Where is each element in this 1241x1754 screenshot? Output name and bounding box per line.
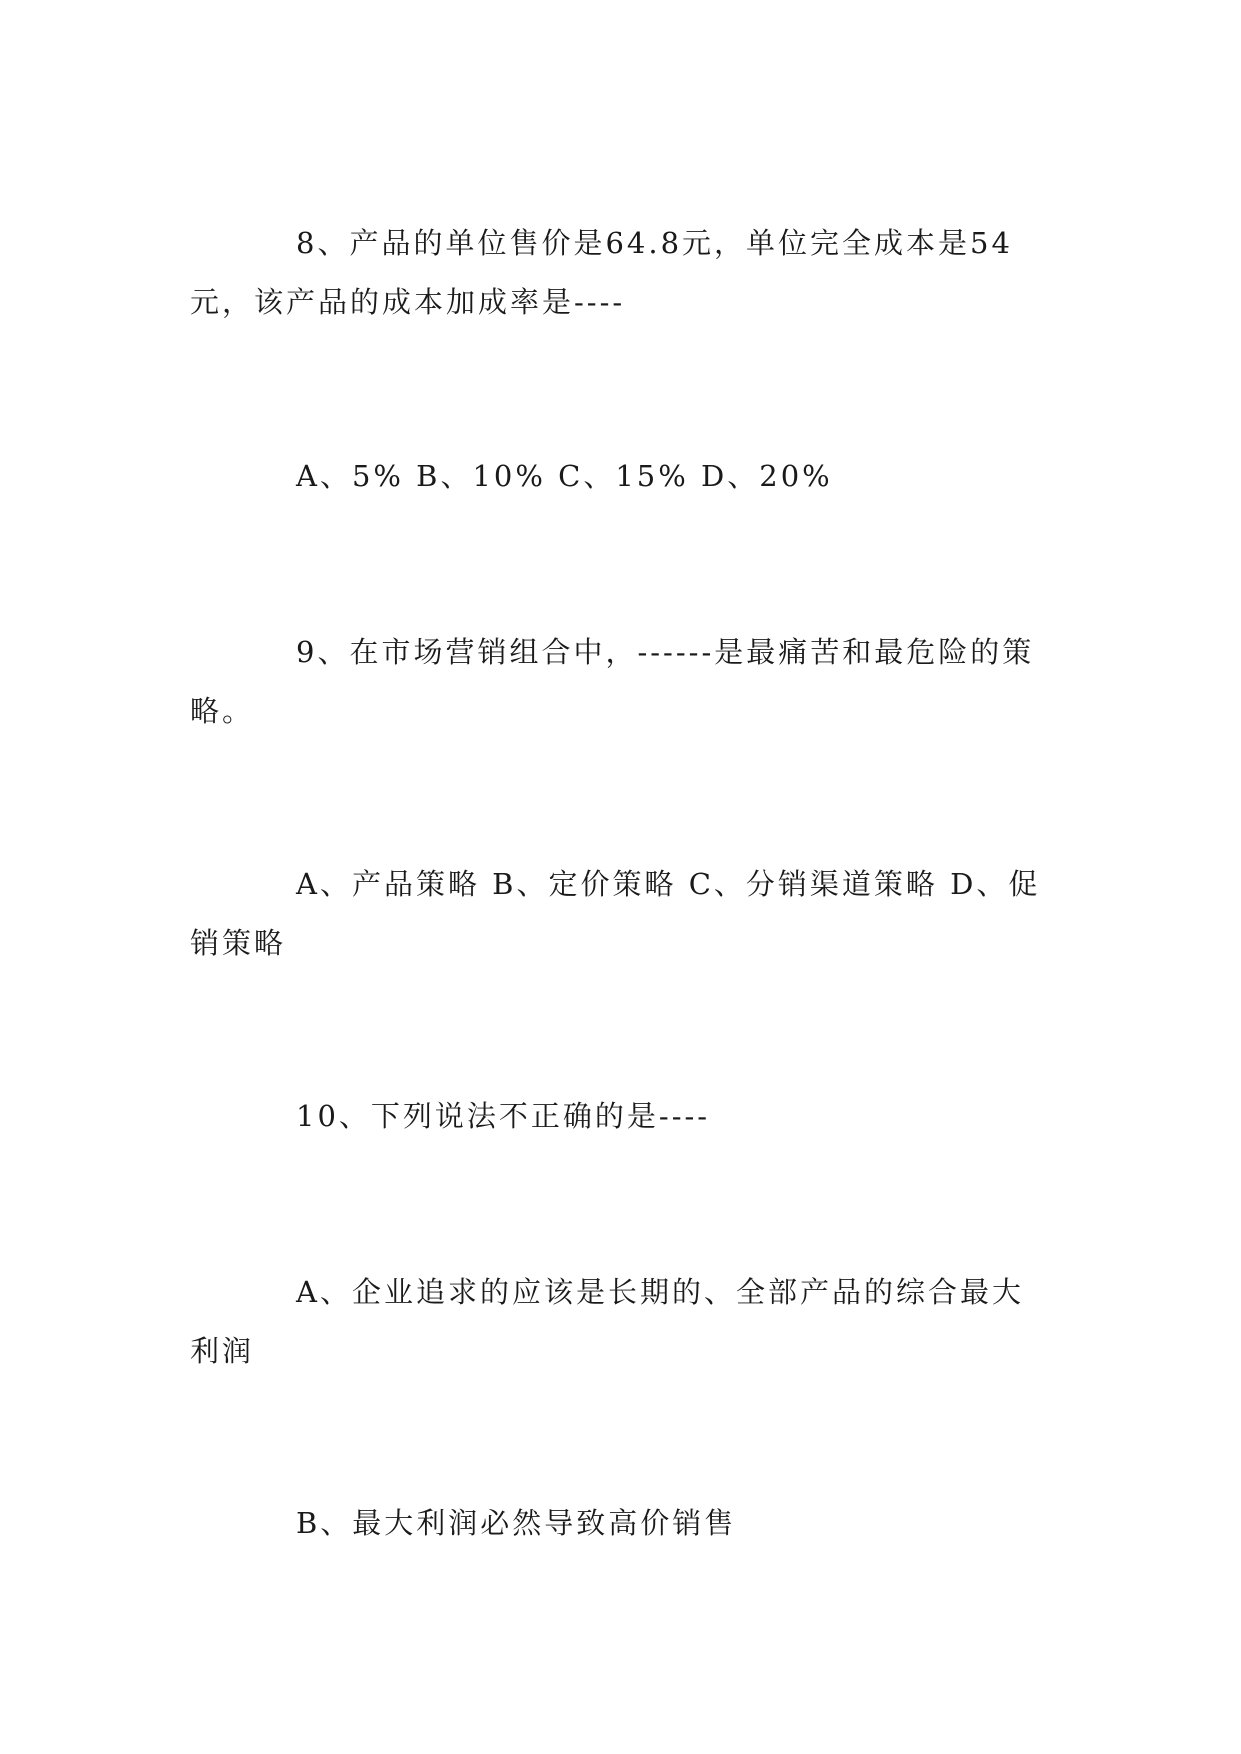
question-10-text: 10、下列说法不正确的是---- <box>296 1099 711 1133</box>
question-10-option-a: A、企业追求的应该是长期的、全部产品的综合最大利润 <box>190 1275 1024 1368</box>
question-8-options: A、5% B、10% C、15% D、20% <box>296 459 833 493</box>
question-9-text: 9、在市场营销组合中，------是最痛苦和最危险的策略。 <box>190 635 1035 728</box>
question-9-options: A、产品策略 B、定价策略 C、分销渠道策略 D、促销策略 <box>190 867 1041 960</box>
question-10-option-b: B、最大利润必然导致高价销售 <box>296 1506 737 1540</box>
question-8-text: 8、产品的单位售价是64.8元，单位完全成本是54元，该产品的成本加成率是---- <box>190 226 1013 319</box>
